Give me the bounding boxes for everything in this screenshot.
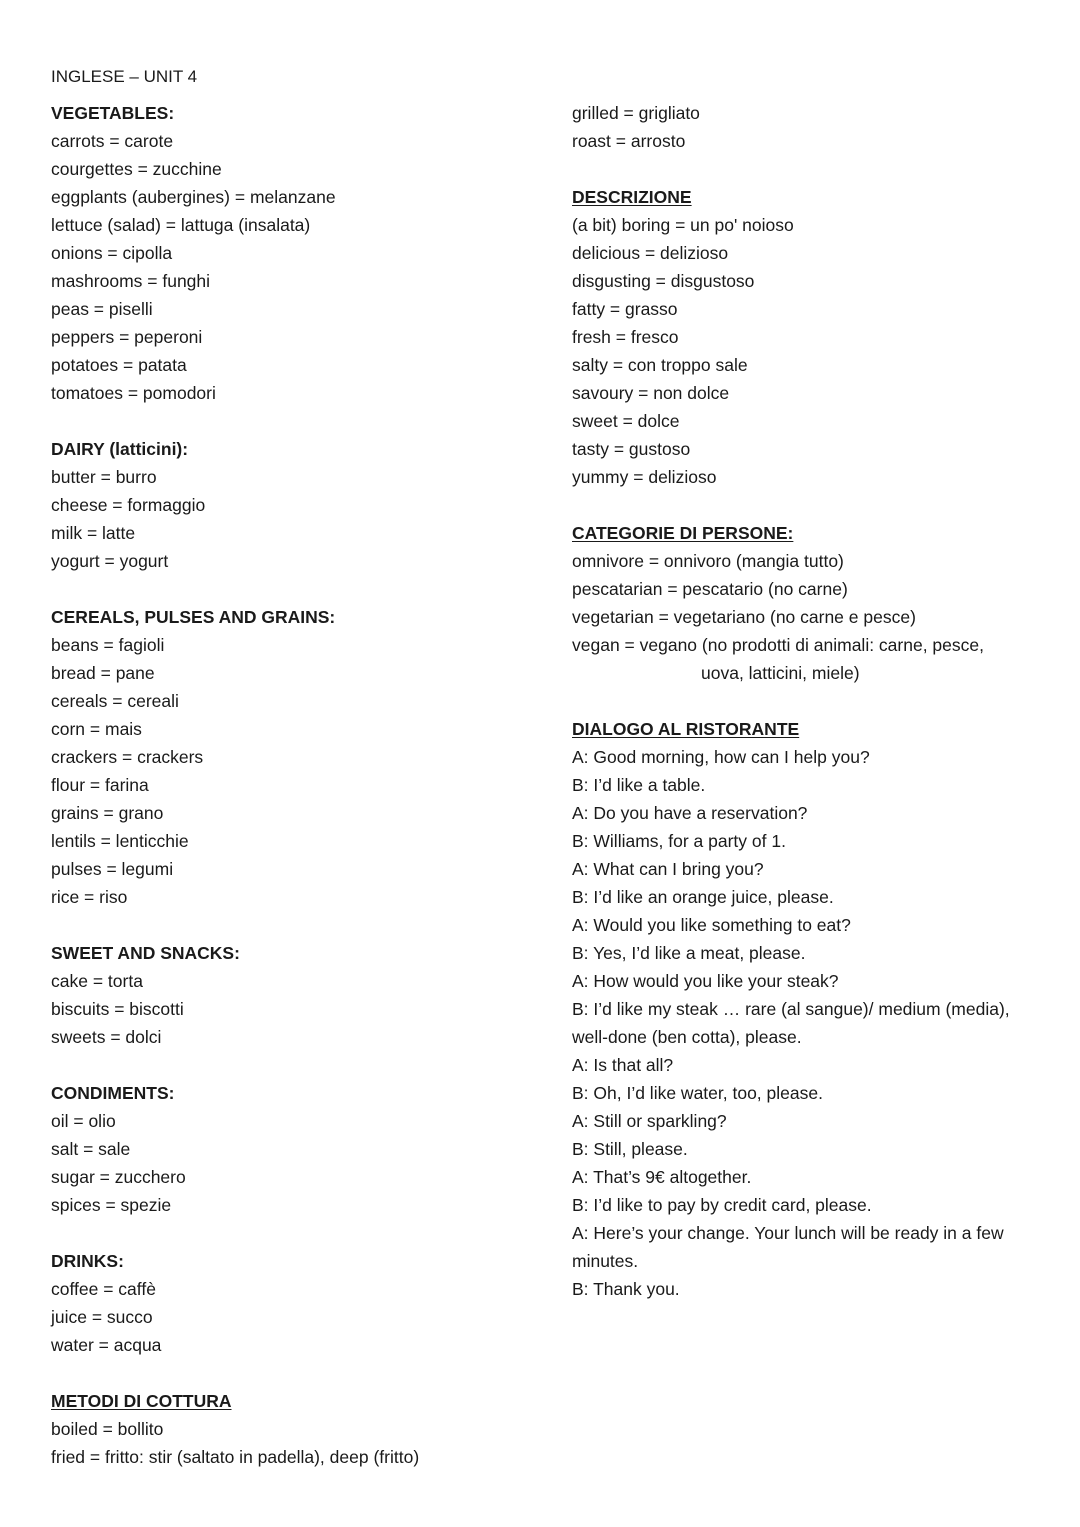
vocab-line: B: I’d like a table. (572, 775, 706, 795)
vocab-line: cereals = cereali (51, 691, 179, 711)
vocab-line: fatty = grasso (572, 299, 678, 319)
vocab-line: A: Would you like something to eat? (572, 915, 851, 935)
vocab-line: A: Here’s your change. Your lunch will be ready in a few (572, 1223, 1004, 1243)
blank-line (51, 1219, 531, 1247)
section-heading: VEGETABLES: (51, 103, 175, 123)
blank-line (572, 687, 1042, 715)
vocab-line: B: Williams, for a party of 1. (572, 831, 786, 851)
vocab-line: roast = arrosto (572, 131, 686, 151)
vocab-line: beans = fagioli (51, 635, 165, 655)
vocab-line: yummy = delizioso (572, 467, 717, 487)
vocab-line: vegan = vegano (no prodotti di animali: carne, pesce, (572, 635, 984, 655)
section-heading: DAIRY (latticini): (51, 439, 189, 459)
vocab-line: B: I’d like my steak … rare (al sangue)/ medium (media), (572, 999, 1010, 1019)
blank-line (572, 155, 1042, 183)
vocab-line: sweet = dolce (572, 411, 680, 431)
vocab-line: well-done (ben cotta), please. (572, 1027, 802, 1047)
vocab-line: B: Yes, I’d like a meat, please. (572, 943, 806, 963)
vocab-line: A: Still or sparkling? (572, 1111, 727, 1131)
vocab-line: B: I’d like an orange juice, please. (572, 887, 834, 907)
vocab-line: salt = sale (51, 1139, 131, 1159)
blank-line (51, 407, 531, 435)
vocab-line: biscuits = biscotti (51, 999, 184, 1019)
vocab-line: salty = con troppo sale (572, 355, 748, 375)
vocab-line: cheese = formaggio (51, 495, 206, 515)
vocab-line: grains = grano (51, 803, 164, 823)
vocab-line: A: How would you like your steak? (572, 971, 839, 991)
left-column (51, 99, 531, 1471)
vocab-line: mashrooms = funghi (51, 271, 211, 291)
section-heading: CEREALS, PULSES AND GRAINS: (51, 607, 336, 627)
section-heading: CONDIMENTS: (51, 1083, 175, 1103)
section-heading: DIALOGO AL RISTORANTE (572, 719, 800, 739)
vocab-line: oil = olio (51, 1111, 116, 1131)
blank-line (51, 911, 531, 939)
blank-line (51, 575, 531, 603)
vocab-line: B: Still, please. (572, 1139, 688, 1159)
vocab-line: pulses = legumi (51, 859, 174, 879)
vocab-line: fried = fritto: stir (saltato in padella), deep (fritto) (51, 1447, 420, 1467)
vocab-line: tomatoes = pomodori (51, 383, 216, 403)
vocab-line: minutes. (572, 1251, 639, 1271)
vocab-line: A: Is that all? (572, 1055, 674, 1075)
vocab-line: lentils = lenticchie (51, 831, 189, 851)
vocab-line: disgusting = disgustoso (572, 271, 755, 291)
vocab-line: coffee = caffè (51, 1279, 156, 1299)
blank-line (572, 491, 1042, 519)
vocab-line: eggplants (aubergines) = melanzane (51, 187, 336, 207)
vocab-line: peppers = peperoni (51, 327, 203, 347)
vocab-line: delicious = delizioso (572, 243, 729, 263)
vocab-line: grilled = grigliato (572, 103, 700, 123)
vocab-line: savoury = non dolce (572, 383, 730, 403)
vocab-line: sweets = dolci (51, 1027, 162, 1047)
vocab-line: tasty = gustoso (572, 439, 691, 459)
section-heading: CATEGORIE DI PERSONE: (572, 523, 794, 543)
blank-line (51, 1051, 531, 1079)
vocab-line: corn = mais (51, 719, 142, 739)
vocab-line: sugar = zucchero (51, 1167, 186, 1187)
vocab-line: A: What can I bring you? (572, 859, 764, 879)
vocab-line: A: That’s 9€ altogether. (572, 1167, 752, 1187)
vocab-line: juice = succo (51, 1307, 153, 1327)
vocab-line: butter = burro (51, 467, 157, 487)
vocab-line: B: Thank you. (572, 1279, 680, 1299)
blank-line (51, 1359, 531, 1387)
vocab-line: flour = farina (51, 775, 149, 795)
vocab-line: A: Good morning, how can I help you? (572, 747, 870, 767)
vocab-line: pescatarian = pescatario (no carne) (572, 579, 848, 599)
right-column (572, 99, 1042, 1303)
vocab-line: omnivore = onnivoro (mangia tutto) (572, 551, 844, 571)
vocab-line: A: Do you have a reservation? (572, 803, 808, 823)
vocab-line: water = acqua (51, 1335, 162, 1355)
vocab-line: bread = pane (51, 663, 155, 683)
vocab-line: lettuce (salad) = lattuga (insalata) (51, 215, 311, 235)
vocab-line: courgettes = zucchine (51, 159, 222, 179)
vocab-line: crackers = crackers (51, 747, 204, 767)
vocab-line: boiled = bollito (51, 1419, 164, 1439)
vocab-line: B: Oh, I’d like water, too, please. (572, 1083, 823, 1103)
vocab-line: B: I’d like to pay by credit card, please. (572, 1195, 872, 1215)
vocab-line: carrots = carote (51, 131, 174, 151)
vocab-line: onions = cipolla (51, 243, 173, 263)
section-heading: DESCRIZIONE (572, 187, 692, 207)
vocab-line: spices = spezie (51, 1195, 172, 1215)
vocab-line: fresh = fresco (572, 327, 679, 347)
vocab-line: peas = piselli (51, 299, 153, 319)
vocab-line: vegetarian = vegetariano (no carne e pesce) (572, 607, 916, 627)
section-heading: DRINKS: (51, 1251, 124, 1271)
vocab-line: (a bit) boring = un po' noioso (572, 215, 794, 235)
section-heading: METODI DI COTTURA (51, 1391, 232, 1411)
vocab-line: milk = latte (51, 523, 136, 543)
page-title: INGLESE – UNIT 4 (51, 67, 198, 86)
vocab-line: rice = riso (51, 887, 128, 907)
vocab-line: potatoes = patata (51, 355, 187, 375)
vocab-line: yogurt = yogurt (51, 551, 169, 571)
vocab-line: cake = torta (51, 971, 143, 991)
vocab-line: uova, latticini, miele) (701, 663, 860, 683)
section-heading: SWEET AND SNACKS: (51, 943, 240, 963)
